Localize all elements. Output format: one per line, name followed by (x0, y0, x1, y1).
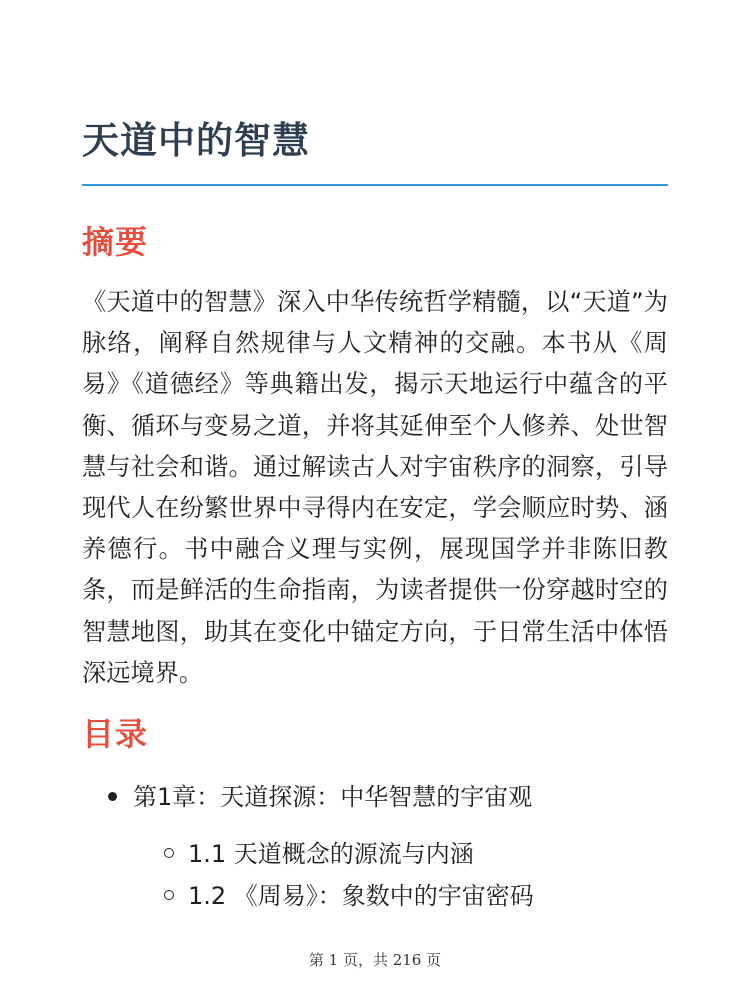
toc-section-item (164, 879, 534, 913)
bullet-circle-icon (164, 890, 174, 900)
toc-heading: 目录 (82, 715, 149, 753)
bullet-circle-icon (164, 848, 174, 858)
toc-section-label: 1.1 天道概念的源流与内涵 (188, 840, 474, 868)
toc-section-label: 1.2 《周易》：象数中的宇宙密码 (188, 882, 534, 910)
document-page (82, 0, 668, 1000)
abstract-heading: 摘要 (82, 223, 149, 261)
bullet-disc-icon (108, 792, 117, 801)
toc-chapter-item (108, 780, 532, 814)
abstract-body: 《天道中的智慧》深入中华传统哲学精髓，以“天道”为脉络，阐释自然规律与人文精神的交融。本书从《周易》《道德经》等典籍出发，揭示天地运行中蕴含的平衡、循环与变易之道，并将其延伸至个人修养、处世智慧与社会和谐。通过解读古人对宇宙秩序的洞察，引导现代人在纷繁世界中寻得内在安定，学会顺应时势、涵养德行。书中融合义理与实例，展现国学并非陈旧教条，而是鲜活的生命指南，为读者提供一份穿越时空的智慧地图，助其在变化中锚定方向，于日常生活中体悟深远境界。 (82, 288, 668, 687)
page-footer: 第 1 页，共 216 页 (308, 951, 442, 969)
title-divider (82, 184, 668, 186)
document-title: 天道中的智慧 (82, 119, 310, 162)
toc-chapter-label: 第1章：天道探源：中华智慧的宇宙观 (133, 783, 533, 811)
toc-section-item (164, 837, 474, 871)
